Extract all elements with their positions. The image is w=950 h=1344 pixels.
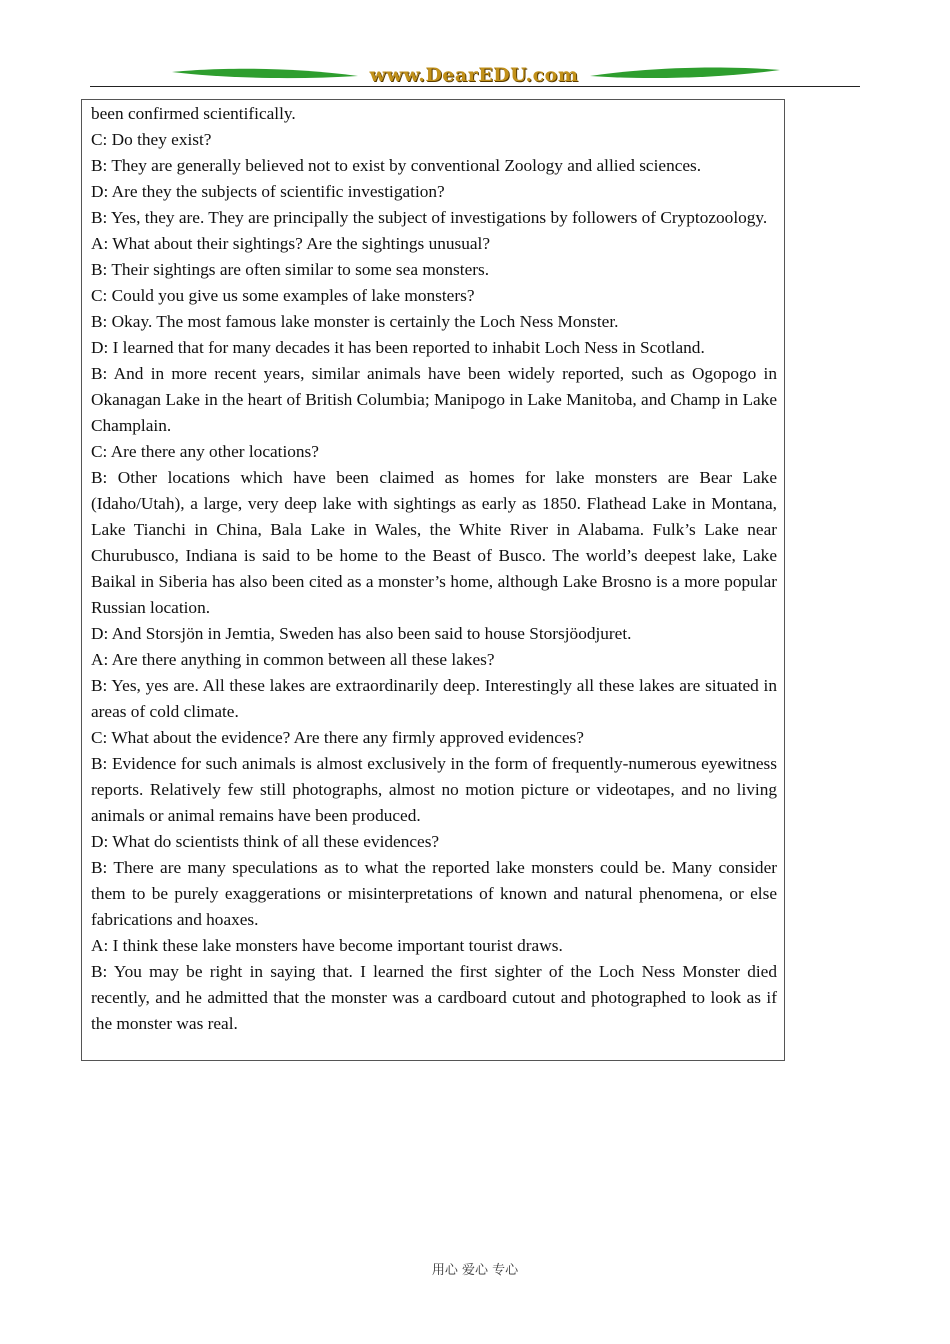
header-rule (90, 86, 860, 87)
green-swoosh-right-decoration (590, 66, 780, 80)
dialogue-line: B: They are generally believed not to exist by conventional Zoology and allied sciences. (91, 156, 702, 175)
dialogue-box (81, 99, 785, 1061)
dialogue-line: D: What do scientists think of all these evidences? (91, 832, 440, 851)
dialogue-line: B: There are many speculations as to what the reported lake monsters could be. Many consider them to be purely exaggerations or misinterpretations of known and natural phenomena, or else fabrications and hoaxes. (91, 858, 777, 929)
dialogue-line: B: Yes, yes are. All these lakes are extraordinarily deep. Interestingly all these lakes are situated in areas of cold climate. (91, 676, 777, 721)
page-header (90, 60, 860, 90)
site-logo-text: www.DearEDU.com (369, 64, 579, 86)
dialogue-line: A: I think these lake monsters have become important tourist draws. (91, 936, 563, 955)
dialogue-line: B: You may be right in saying that. I learned the first sighter of the Loch Ness Monster died recently, and he admitted that the monster was a cardboard cutout and photographed to look as if the monster was real. (91, 962, 777, 1033)
green-swoosh-left-decoration (172, 66, 358, 80)
dialogue-line: D: I learned that for many decades it has been reported to inhabit Loch Ness in Scotland. (91, 338, 705, 357)
dialogue-line: B: Yes, they are. They are principally the subject of investigations by followers of Cryptozoology. (91, 208, 768, 227)
dialogue-line: B: Evidence for such animals is almost exclusively in the form of frequently-numerous eyewitness reports. Relatively few still photographs, almost no motion picture or videotapes, and no living animals or animal remains have been produced. (91, 754, 777, 825)
dialogue-line: B: Other locations which have been claimed as homes for lake monsters are Bear Lake (Idaho/Utah), a large, very deep lake with sightings as early as 1850. Flathead Lake in Montana, Lake Tianchi in China, Bala Lake in Wales, the White River in Alabama. Fulk’s Lake near Churubusco, Indiana is said to be home to the Beast of Busco. The world’s deepest lake, Lake Baikal in Siberia has also been cited as a monster’s home, although Lake Brosno is a more popular Russian location. (91, 468, 777, 617)
dialogue-line: A: Are there anything in common between all these lakes? (91, 650, 495, 669)
dialogue-line: C: Are there any other locations? (91, 442, 319, 461)
dialogue-text (91, 101, 777, 1037)
dialogue-line: C: Do they exist? (91, 130, 212, 149)
dialogue-line: C: Could you give us some examples of lake monsters? (91, 286, 475, 305)
dialogue-line: B: And in more recent years, similar animals have been widely reported, such as Ogopogo in Okanagan Lake in the heart of British Columbia; Manipogo in Lake Manitoba, and Champ in Lake Champlain. (91, 364, 777, 435)
dialogue-line: B: Their sightings are often similar to some sea monsters. (91, 260, 490, 279)
dialogue-line: C: What about the evidence? Are there any firmly approved evidences? (91, 728, 584, 747)
page-footer: 用心 爱心 专心 (431, 1263, 519, 1278)
dialogue-line: A: What about their sightings? Are the sightings unusual? (91, 234, 491, 253)
dialogue-line: B: Okay. The most famous lake monster is certainly the Loch Ness Monster. (91, 312, 619, 331)
dialogue-line: been confirmed scientifically. (91, 104, 296, 123)
dialogue-line: D: And Storsjön in Jemtia, Sweden has also been said to house Storsjöodjuret. (91, 624, 632, 643)
dialogue-line: D: Are they the subjects of scientific investigation? (91, 182, 445, 201)
